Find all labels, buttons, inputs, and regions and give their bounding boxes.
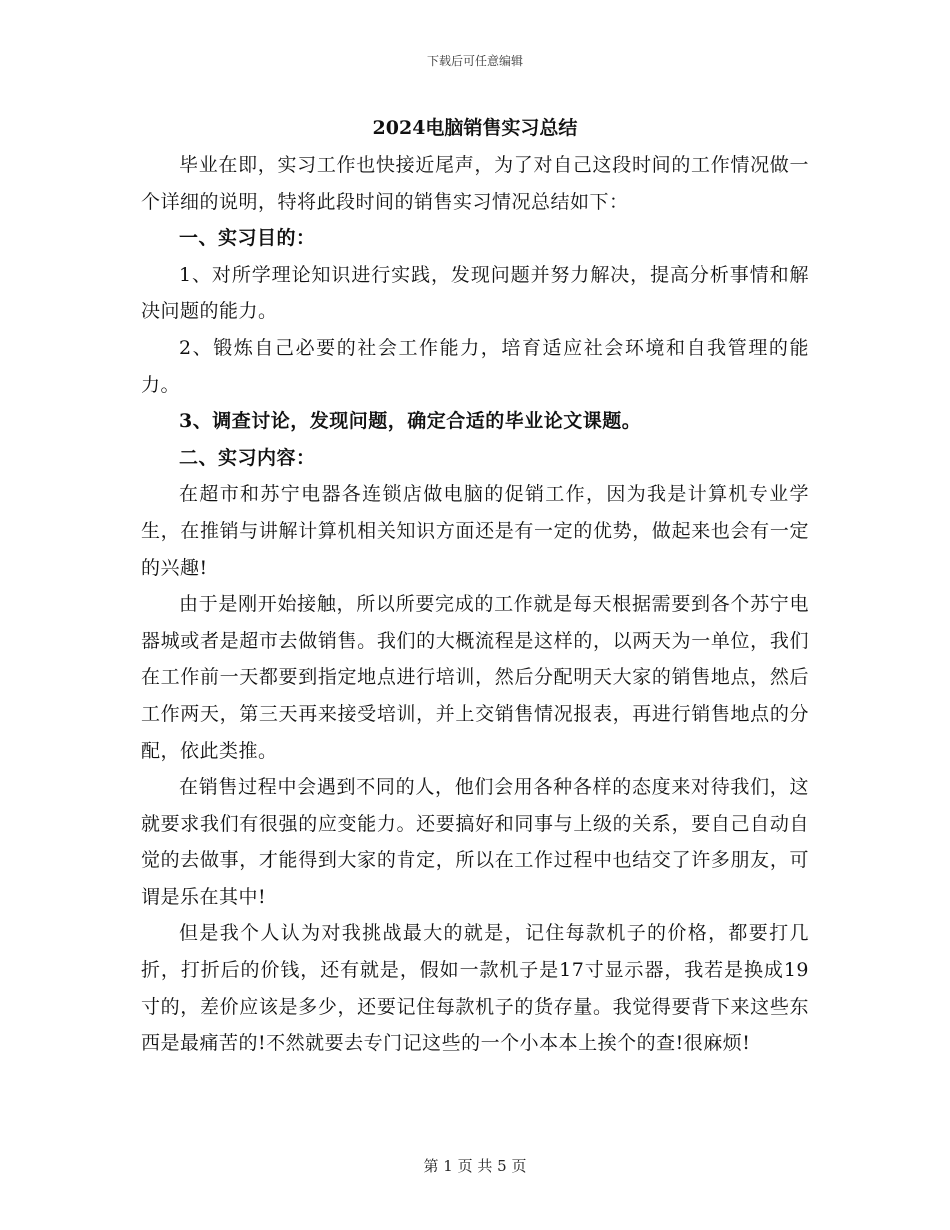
purpose-item-2: 2、锻炼自己必要的社会工作能力，培育适应社会环境和自我管理的能力。 [141,336,809,396]
intro-paragraph: 毕业在即，实习工作也快接近尾声，为了对自己这段时间的工作情况做一个详细的说明，特将此段时间的销售实习情况总结如下： [141,154,809,213]
purpose-item-3: 3、调查讨论，发现问题，确定合适的毕业论文课题。 [179,410,642,433]
page-header-note: 下载后可任意编辑 [426,54,523,68]
content-paragraph-4: 但是我个人认为对我挑战最大的就是，记住每款机子的价格，都要打几折，打折后的价钱，还有就是，假如一款机子是17寸显示器，我若是换成19寸的，差价应该是多少，还要记住每款机子的货存量。我觉得要背下来这些东西是最痛苦的!不然就要去专门记这些的一个小本本上挨个的查!很麻烦! [141,922,809,1055]
purpose-item-1: 1、对所学理论知识进行实践，发现问题并努力解决，提高分析事情和解决问题的能力。 [141,263,809,323]
document-title: 2024电脑销售实习总结 [372,117,578,139]
content-paragraph-1: 在超市和苏宁电器各连锁店做电脑的促销工作，因为我是计算机专业学生，在推销与讲解计算机相关知识方面还是有一定的优势，做起来也会有一定的兴趣! [141,483,809,579]
content-paragraph-2: 由于是刚开始接触，所以所要完成的工作就是每天根据需要到各个苏宁电器城或者是超市去做销售。我们的大概流程是这样的，以两天为一单位，我们在工作前一天都要到指定地点进行培训，然后分配明天大家的销售地点，然后工作两天，第三天再来接受培训，并上交销售情况报表，再进行销售地点的分配，依此类推。 [141,593,809,762]
section-heading-content: 二、实习内容： [179,446,316,469]
page-number: 第 1 页 共 5 页 [423,1157,527,1175]
content-paragraph-3: 在销售过程中会遇到不同的人，他们会用各种各样的态度来对待我们，这就要求我们有很强的应变能力。还要搞好和同事与上级的关系，要自己自动自觉的去做事，才能得到大家的肯定，所以在工作过程中也结交了许多朋友，可谓是乐在其中! [141,776,809,908]
document-body [141,147,809,1062]
section-heading-purpose: 一、实习目的： [179,227,316,250]
